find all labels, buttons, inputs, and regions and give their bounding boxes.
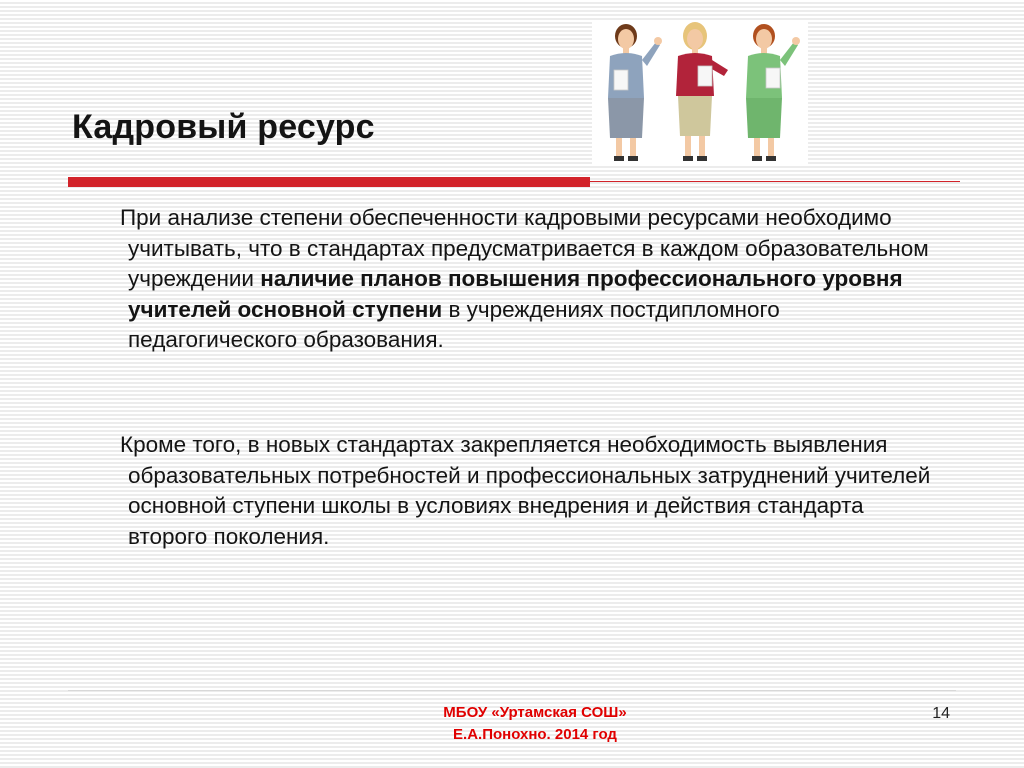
paragraph-1-text-end: в учреждениях постдипломного педагогического образования. bbox=[128, 296, 780, 352]
title-underline-accent bbox=[68, 177, 590, 187]
footer-divider bbox=[68, 690, 956, 691]
teachers-illustration-svg bbox=[592, 20, 808, 166]
teacher-figure-3 bbox=[746, 24, 800, 161]
paragraph-1-text-start: При анализе степени обеспеченности кадровыми ресурсами необходимо учитывать, что в стандартах предусматривается в каждом образовательном учреждении bbox=[120, 205, 929, 291]
paragraph-1-emphasis: наличие планов повышения профессионального уровня учителей основной ступени bbox=[128, 266, 903, 322]
title-underline-thin bbox=[590, 181, 960, 182]
teacher-figure-2 bbox=[676, 22, 728, 161]
three-women-teachers-icon bbox=[592, 20, 808, 166]
footer-credit bbox=[380, 702, 690, 746]
page-number: 14 bbox=[932, 705, 950, 722]
paragraph-2-text: Кроме того, в новых стандартах закрепляется необходимость выявления образовательных потребностей и профессиональных затруднений учителей основной ступени школы в условиях внедрения и действия стандарта второго поколения. bbox=[120, 432, 931, 549]
paragraph-staffing-analysis bbox=[120, 203, 948, 356]
teacher-figure-1 bbox=[608, 24, 662, 161]
footer-school-name: МБОУ «Уртамская СОШ» bbox=[443, 704, 627, 721]
slide-title: Кадровый ресурс bbox=[72, 108, 375, 146]
paragraph-new-standards bbox=[120, 430, 948, 552]
footer-author-year: Е.А.Понохно. 2014 год bbox=[453, 726, 617, 743]
